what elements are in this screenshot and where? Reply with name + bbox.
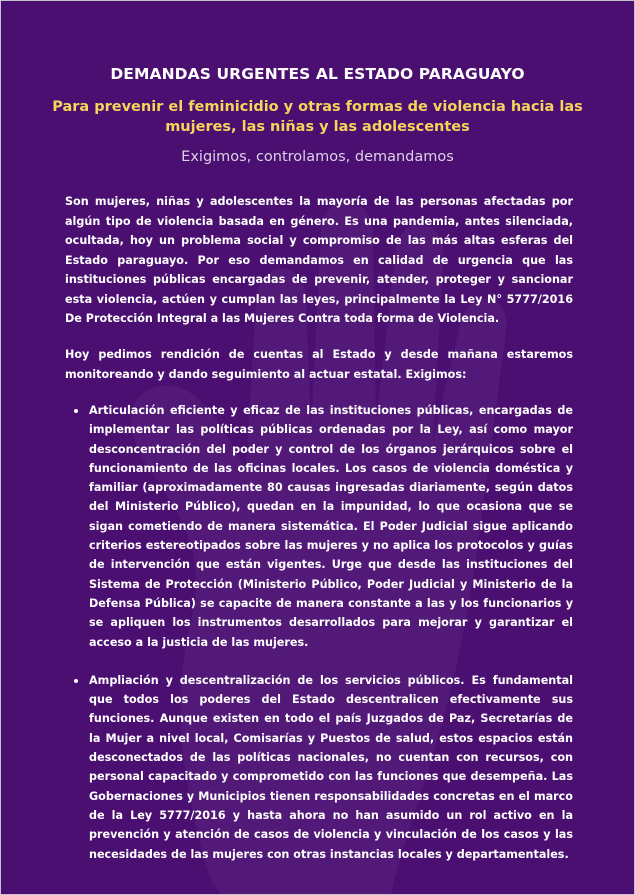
bullet-icon — [74, 679, 78, 683]
demands-intro-paragraph: Hoy pedimos rendición de cuentas al Estado y desde mañana estaremos monitoreando y dando seguimiento al actuar estatal. Exigimos: — [65, 348, 573, 381]
bullet-icon — [74, 409, 78, 413]
page-subtitle: Para prevenir el feminicidio y otras formas de violencia hacia las mujeres, las niñas y las adolescentes — [52, 99, 583, 135]
intro-paragraph: Son mujeres, niñas y adolescentes la mayoría de las personas afectadas por algún tipo de violencia basada en género. Es una pandemia, antes silenciada, ocultada, hoy un problema social y compromiso de las más altas esferas del Estado paraguayo. Por eso demandamos en calidad de urgencia que las instituciones públicas encargadas de prevenir, atender, proteger y sancionar esta violencia, actúen y cumplan las leyes, principalmente la Ley N° 5777/2016 De Protección Integral a las Mujeres Contra toda forma de Violencia. — [65, 195, 573, 325]
demands-list — [65, 401, 573, 883]
list-item-text: Articulación eficiente y eficaz de las instituciones públicas, encargadas de implementar las políticas públicas ordenadas por la Ley, así como mayor desconcentración del poder y control de los órganos jerárquicos sobre el funcionamiento de las oficinas locales. Los casos de violencia doméstica y familiar (aproximadamente 80 causas ingresadas diariamente, según datos del Ministerio Público), quedan en la impunidad, lo que ocasiona que se sigan cometiendo de manera sistemática. El Poder Judicial sigue aplicando criterios estereotipados sobre las mujeres y no aplica los protocolos y guías de intervención que están vigentes. Urge que desde las instituciones del Sistema de Protección (Ministerio Público, Poder Judicial y Ministerio de la Defensa Pública) se capacite de manera constante a las y los funcionarios y se apliquen los instrumentos desarrollados para mejorar y garantizar el acceso a la justicia de las mujeres. — [89, 404, 573, 649]
page-title: DEMANDAS URGENTES AL ESTADO PARAGUAYO — [110, 65, 525, 83]
list-item — [65, 401, 573, 652]
list-item — [65, 671, 573, 864]
page-tagline: Exigimos, controlamos, demandamos — [181, 149, 454, 165]
list-item-text: Ampliación y descentralización de los servicios públicos. Es fundamental que todos los poderes del Estado descentralicen efectivamente sus funciones. Aunque existen en todo el país Juzgados de Paz, Secretarías de la Mujer a nivel local, Comisarías y Puestos de salud, estos espacios están desconectados de las políticas nacionales, no cuentan con recursos, con personal capacitado y comprometido con las funciones que desempeña. Las Gobernaciones y Municipios tienen responsabilidades concretas en el marco de la Ley 5777/2016 y hasta ahora no han asumido un rol activo en la prevención y atención de casos de violencia y vinculación de los casos y las necesidades de las mujeres con otras instancias locales y departamentales. — [89, 673, 573, 861]
